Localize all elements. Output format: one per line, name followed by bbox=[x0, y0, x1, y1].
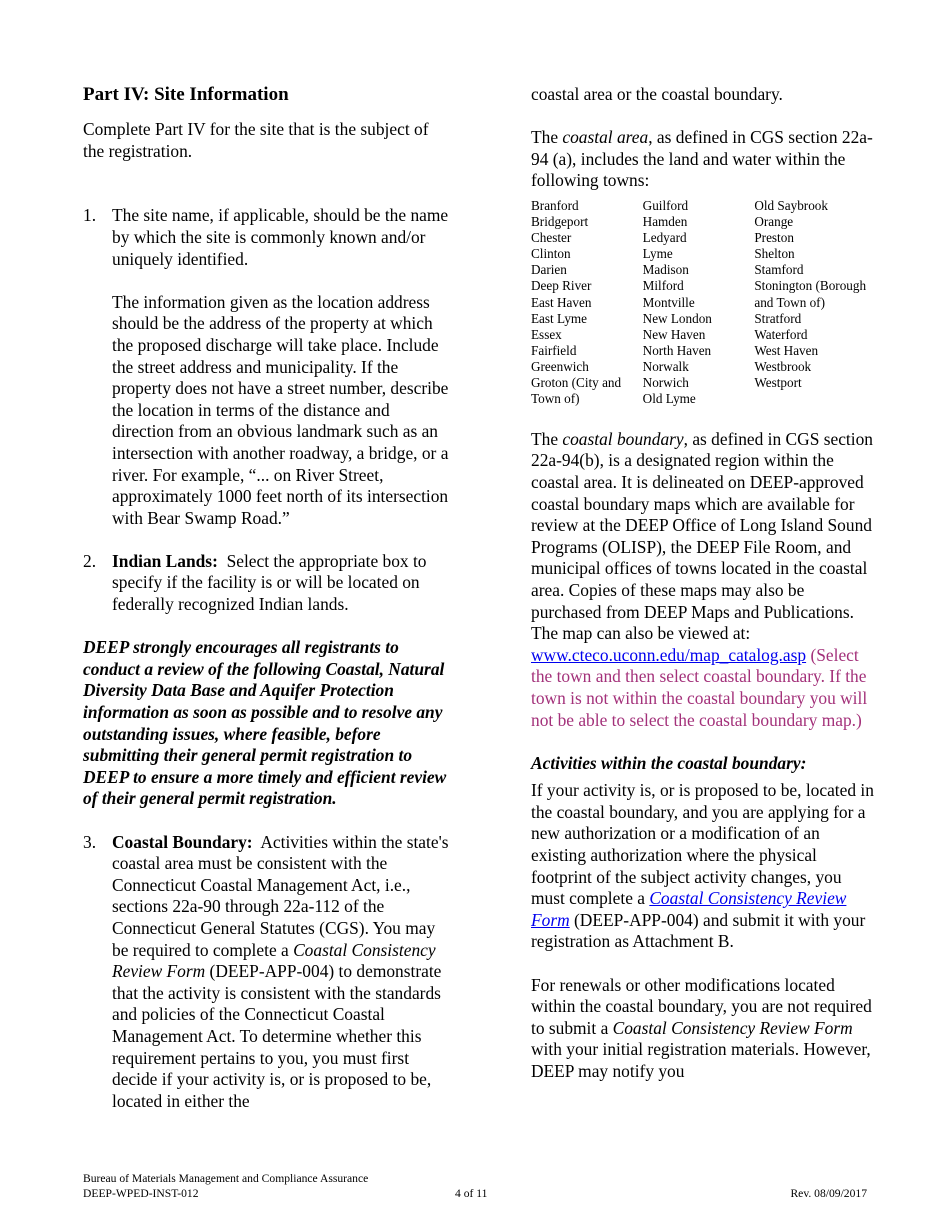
site-name-paragraph: The site name, if applicable, should be the name by which the site is commonly known and/or uniquely identified. bbox=[112, 205, 449, 269]
cb-text-a: The bbox=[531, 428, 563, 449]
map-instructions: (Select the town and then select coastal boundary. If the town is not within the coastal boundary you will not be able to select the coastal boundary map.) bbox=[531, 644, 868, 730]
towns-list bbox=[531, 198, 876, 407]
revision-date: Rev. 08/09/2017 bbox=[790, 1186, 867, 1200]
map-catalog-link[interactable]: www.cteco.uconn.edu/map_catalog.asp bbox=[531, 644, 807, 665]
towns-column-1 bbox=[531, 198, 643, 407]
town: Westport bbox=[754, 375, 802, 390]
deep-encouragement-note: DEEP strongly encourages all registrants to conduct a review of the following Coastal, Natural Diversity Data Base and Aquifer Protection information as soon as possible and to resolve any outstanding issues, where feasible, before submitting their general permit registration to DEEP to ensure a more timely and efficient review of their general permit registration. bbox=[83, 637, 447, 809]
form-name: Coastal Consistency Review Form bbox=[112, 939, 436, 982]
town: Branford bbox=[531, 197, 579, 213]
town: Darien bbox=[531, 262, 567, 278]
ca-text-a: The bbox=[531, 127, 563, 148]
town: Fairfield bbox=[531, 342, 577, 358]
town: Norwalk bbox=[642, 358, 689, 374]
town: East Lyme bbox=[531, 310, 588, 326]
town: Stamford bbox=[754, 262, 804, 278]
town: Old Saybrook bbox=[754, 197, 828, 213]
town: East Haven bbox=[531, 294, 592, 310]
cb-text-b: , as defined in CGS section 22a-94(b), is a designated region within the coastal area. It is delineated on DEEP-approved coastal boundary maps which are available for review at the DEEP Office of Long Island Sound Programs (OLISP), the DEEP File Room, and municipal offices of towns located in the coastal area. Copies of these maps may also be purchased from DEEP Maps and Publications. The map can also be viewed at: bbox=[531, 428, 873, 644]
town: New Haven bbox=[642, 326, 706, 342]
footer-left bbox=[83, 1172, 368, 1201]
town: Waterford bbox=[754, 326, 808, 342]
continued-text: coastal area or the coastal boundary. bbox=[531, 84, 783, 104]
town: North Haven bbox=[642, 342, 712, 358]
town: Chester bbox=[531, 230, 572, 246]
coastal-boundary-paragraph bbox=[112, 832, 453, 1113]
bureau-name: Bureau of Materials Management and Compliance Assurance bbox=[83, 1172, 369, 1185]
town: Deep River bbox=[531, 278, 592, 294]
town: West Haven bbox=[754, 342, 819, 358]
list-item-2 bbox=[83, 551, 453, 616]
act-text-b: (DEEP-APP-004) and submit it with your registration as Attachment B. bbox=[531, 909, 866, 952]
coastal-boundary-text-b: (DEEP-APP-004) to demonstrate that the activity is consistent with the standards and policies of the Connecticut Coastal Management Act. To determine whether this requirement pertains to you, you must first decide if your activity is, or is proposed to be, located in either the bbox=[112, 961, 442, 1111]
section-heading: Part IV: Site Information bbox=[83, 84, 289, 105]
right-column bbox=[531, 80, 876, 1083]
coastal-area-paragraph bbox=[531, 127, 876, 192]
town: Ledyard bbox=[642, 230, 687, 246]
town: Westbrook bbox=[754, 358, 812, 374]
town: Norwich bbox=[642, 375, 689, 390]
indian-lands-paragraph bbox=[112, 551, 453, 616]
town: Shelton bbox=[754, 246, 795, 262]
list-item-3 bbox=[83, 832, 453, 1113]
act-text-a: If your activity is, or is proposed to be, located in the coastal boundary, and you are applying for a new authorization or a modification of an existing authorization where the physical footprint of the subject activity changes, you must complete a bbox=[531, 780, 874, 909]
form-name: Coastal Consistency Review Form bbox=[612, 1017, 853, 1038]
town: Essex bbox=[531, 326, 562, 342]
town: Stratford bbox=[754, 310, 802, 326]
indian-lands-text: Select the appropriate box to specify if the facility is or will be located on federally recognized Indian lands. bbox=[112, 550, 427, 615]
town: Stonington (Borough and Town of) bbox=[754, 278, 867, 310]
town: Bridgeport bbox=[531, 214, 589, 230]
town: Guilford bbox=[642, 197, 689, 213]
coastal-boundary-definition bbox=[531, 429, 876, 731]
coastal-boundary-text-a: Activities within the state's coastal area must be consistent with the Connecticut Coastal Management Act, i.e., sections 22a-90 through 22a-112 of the Connecticut General Statutes (CGS). You may be required to complete a bbox=[112, 831, 449, 960]
page-number: 4 of 11 bbox=[455, 1186, 488, 1200]
town: Madison bbox=[642, 262, 689, 278]
town: Hamden bbox=[642, 214, 688, 230]
coastal-boundary-title: Coastal Boundary: bbox=[112, 831, 253, 852]
activities-paragraph bbox=[531, 780, 876, 953]
town: Lyme bbox=[642, 246, 673, 262]
town: Greenwich bbox=[531, 358, 589, 374]
coastal-boundary-term: coastal boundary bbox=[562, 428, 684, 449]
town: Milford bbox=[642, 278, 684, 294]
town: Preston bbox=[754, 230, 794, 246]
list-number: 2. bbox=[83, 550, 97, 571]
town: Clinton bbox=[531, 246, 571, 262]
ca-text-b: , as defined in CGS section 22a-94 (a), includes the land and water within the following towns: bbox=[531, 127, 873, 191]
town: Montville bbox=[642, 294, 695, 310]
town: Old Lyme bbox=[642, 391, 696, 407]
ren-text-a: For renewals or other modifications located within the coastal boundary, you are not required to submit a bbox=[531, 974, 872, 1038]
document-id: DEEP-WPED-INST-012 bbox=[83, 1186, 199, 1200]
town: New London bbox=[642, 310, 712, 326]
town: Groton (City and Town of) bbox=[531, 375, 622, 407]
list-number: 1. bbox=[83, 205, 97, 226]
town: Orange bbox=[754, 214, 794, 230]
towns-column-2 bbox=[643, 198, 755, 407]
ren-text-b: with your initial registration materials. However, DEEP may notify you bbox=[531, 1039, 871, 1081]
indian-lands-title: Indian Lands: bbox=[112, 550, 218, 571]
renewals-paragraph bbox=[531, 975, 876, 1083]
location-address-paragraph: The information given as the location address should be the address of the property at which the proposed discharge will take place. Include the street address and municipality. If the property does not have a street number, describe the location in terms of the distance and direction from an obvious landmark such as an intersection with another roadway, a bridge, or a river. For example, “... on River Street, approximately 1000 feet north of its intersection with Bear Swamp Road.” bbox=[112, 291, 449, 528]
activities-heading: Activities within the coastal boundary: bbox=[531, 752, 807, 773]
list-number: 3. bbox=[83, 831, 97, 852]
coastal-consistency-form-link[interactable]: Coastal Consistency Review Form bbox=[531, 888, 847, 930]
list-item-1 bbox=[83, 205, 453, 529]
coastal-area-term: coastal area bbox=[562, 127, 649, 148]
towns-column-3 bbox=[754, 198, 876, 407]
left-column bbox=[83, 80, 453, 1112]
intro-paragraph: Complete Part IV for the site that is the subject of the registration. bbox=[83, 119, 429, 161]
